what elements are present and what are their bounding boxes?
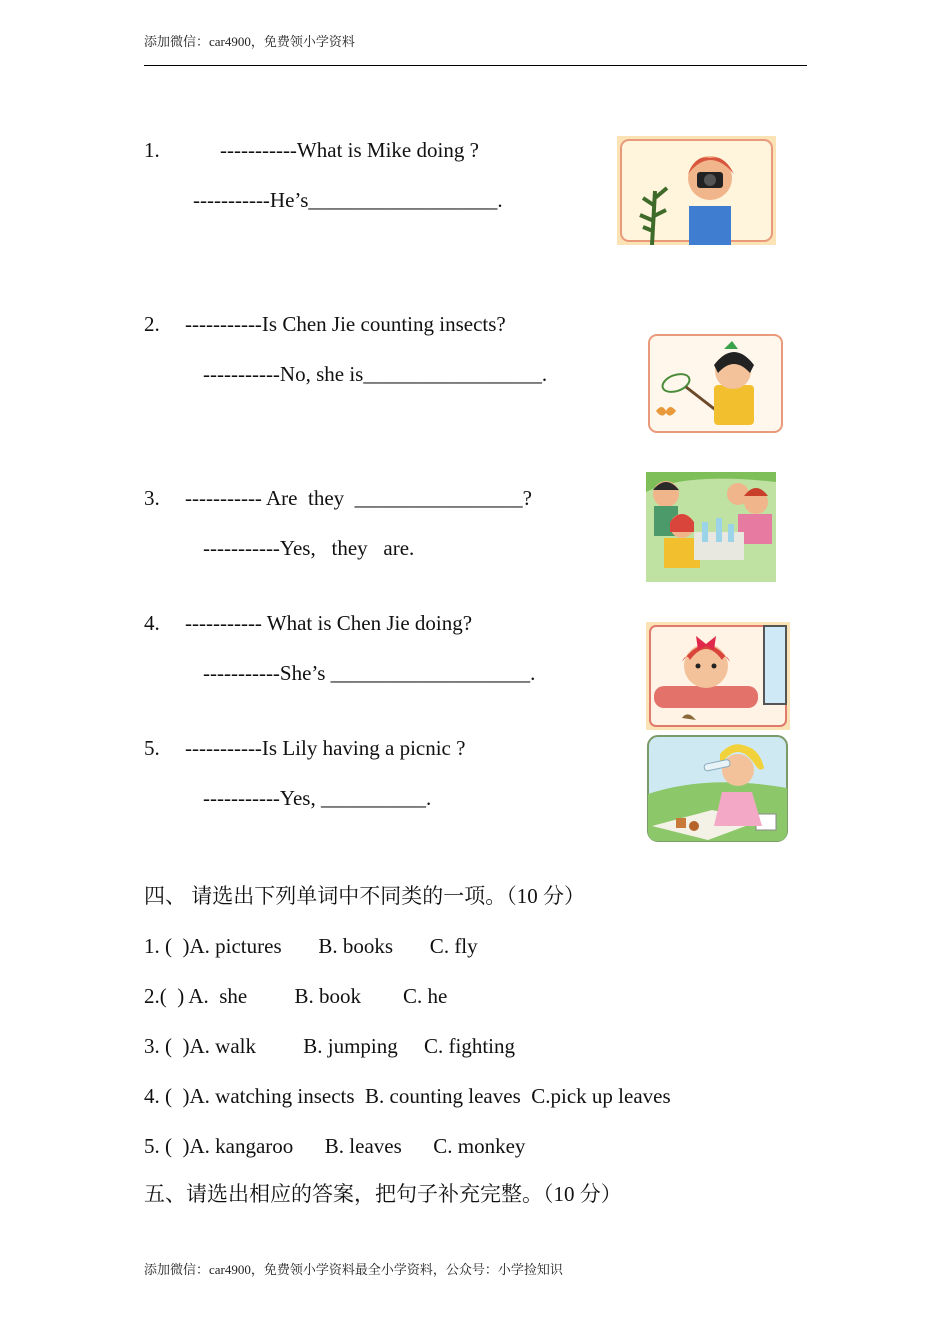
question-4-number: 4. bbox=[144, 611, 160, 635]
girl-having-picnic-image bbox=[646, 734, 789, 843]
section-4-item: 2.( ) A. she B. book C. he bbox=[144, 984, 448, 1008]
question-5-number: 5. bbox=[144, 736, 160, 760]
section-4-item: 3. ( )A. walk B. jumping C. fighting bbox=[144, 1034, 515, 1058]
section-4-item: 5. ( )A. kangaroo B. leaves C. monkey bbox=[144, 1134, 526, 1158]
question-3-number: 3. bbox=[144, 486, 160, 510]
girl-catching-butterfly-image bbox=[646, 323, 785, 435]
question-1-text: -----------What is Mike doing ? bbox=[220, 138, 479, 162]
question-2-number: 2. bbox=[144, 312, 160, 336]
question-3-answer: -----------Yes, they are. bbox=[203, 536, 415, 560]
boy-taking-pictures-image bbox=[617, 136, 776, 245]
question-5-answer: -----------Yes, __________. bbox=[203, 786, 432, 810]
page-footer: 添加微信：car4900，免费领小学资料最全小学资料，公众号：小学捡知识 bbox=[144, 1262, 563, 1277]
question-4-answer: -----------She’s ___________________. bbox=[203, 661, 536, 685]
question-3-text: ----------- Are they ________________? bbox=[185, 486, 532, 510]
section-4-title: 四、 请选出下列单词中不同类的一项。（10 分） bbox=[144, 884, 585, 908]
question-2-text: -----------Is Chen Jie counting insects? bbox=[185, 312, 506, 336]
girl-watching-snail-image bbox=[646, 622, 790, 730]
section-4-item: 1. ( )A. pictures B. books C. fly bbox=[144, 934, 478, 958]
question-1-answer: -----------He’s__________________. bbox=[193, 188, 503, 212]
children-doing-experiment-image bbox=[646, 472, 776, 582]
question-1-number: 1. bbox=[144, 138, 160, 162]
question-5-text: -----------Is Lily having a picnic ? bbox=[185, 736, 466, 760]
page-header: 添加微信：car4900，免费领小学资料 bbox=[144, 34, 355, 49]
header-divider bbox=[144, 65, 807, 66]
section-4-item: 4. ( )A. watching insects B. counting leaves C.pick up leaves bbox=[144, 1084, 671, 1108]
question-4-text: ----------- What is Chen Jie doing? bbox=[185, 611, 473, 635]
section-5-title: 五、请选出相应的答案，把句子补充完整。（10 分） bbox=[144, 1182, 622, 1206]
question-2-answer: -----------No, she is_________________. bbox=[203, 362, 548, 386]
